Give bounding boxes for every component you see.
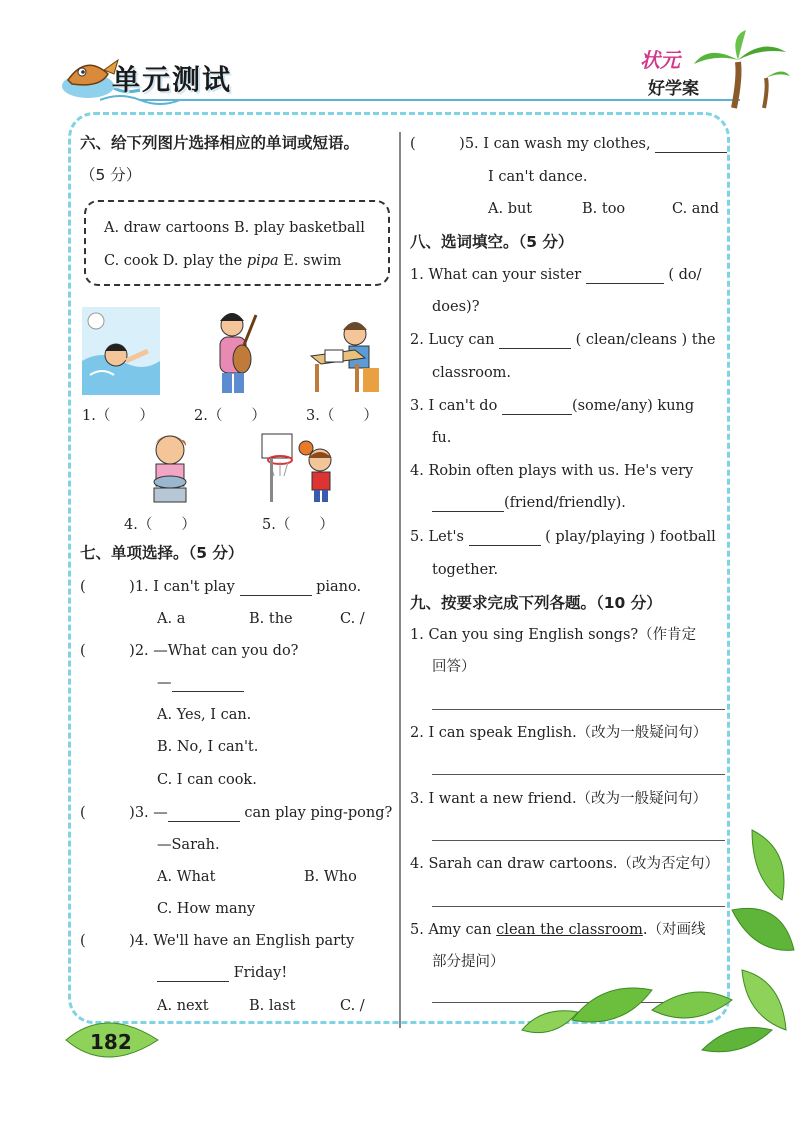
s9-item2: 2. I can speak English.（改为一般疑问句）	[410, 725, 708, 741]
s8-item3-line2: fu.	[432, 430, 452, 446]
q5-blank[interactable]	[655, 138, 727, 153]
s8-item2-line2: classroom.	[432, 365, 512, 381]
column-divider	[399, 132, 401, 1028]
picture-pipa	[208, 305, 264, 397]
options-row-1: A. draw cartoons B. play basketball	[104, 220, 365, 236]
s9-item2-answer-line[interactable]	[432, 774, 725, 775]
s8-item1-line2: does)?	[432, 299, 480, 315]
q3-option-b[interactable]: B. Who	[304, 869, 357, 885]
picture-label-5[interactable]: 5.（ ）	[262, 517, 334, 533]
s8-item4-blank[interactable]	[432, 497, 504, 512]
q4-option-b[interactable]: B. last	[249, 998, 296, 1014]
header-underline	[100, 92, 740, 106]
q2-reply: —	[157, 674, 244, 692]
q4-option-a[interactable]: A. next	[157, 998, 209, 1014]
q2-option-c[interactable]: C. I can cook.	[157, 772, 257, 788]
q4-option-c[interactable]: C. /	[340, 998, 365, 1014]
q3-blank[interactable]	[168, 807, 240, 822]
q2-blank[interactable]	[172, 677, 244, 692]
q3-reply: —Sarah.	[157, 837, 220, 853]
s9-item4: 4. Sarah can draw cartoons.（改为否定句）	[410, 856, 720, 872]
picture-cook	[140, 432, 200, 504]
s8-item4-line1: 4. Robin often plays with us. He's very	[410, 463, 694, 479]
q5-stem: ( )5. I can wash my clothes,	[410, 135, 727, 153]
s8-item5-blank[interactable]	[469, 531, 541, 546]
s8-item5-line1: 5. Let's ( play/playing ) football	[410, 529, 716, 545]
picture-basketball	[258, 432, 342, 504]
s9-item1-line2: 回答）	[432, 659, 476, 675]
q3-stem: ( )3. — can play ping-pong?	[80, 805, 393, 821]
options-box	[84, 200, 390, 286]
q1-stem: ( )1. I can't play piano.	[80, 579, 362, 595]
s8-item3-blank[interactable]	[502, 400, 572, 415]
header-title: 单元测试	[112, 63, 233, 96]
q4-blank[interactable]	[157, 967, 229, 982]
q5-option-a[interactable]: A. but	[488, 201, 533, 217]
leaves-decoration	[512, 820, 800, 1060]
q5-option-c[interactable]: C. and	[672, 201, 720, 217]
picture-swim	[80, 305, 162, 397]
underlined-phrase: clean the classroom	[496, 922, 643, 938]
s9-item5-line1: 5. Amy can clean the classroom.（对画线	[410, 922, 706, 938]
section7-title: 七、单项选择。（5 分）	[80, 544, 244, 562]
section9-title: 九、按要求完成下列各题。（10 分）	[410, 594, 662, 612]
brand-name-bottom: 好学案	[648, 79, 699, 99]
s9-item5-line2: 部分提问）	[432, 954, 505, 970]
s8-item1-line1: 1. What can your sister ( do/	[410, 267, 702, 283]
q3-option-c[interactable]: C. How many	[157, 901, 256, 917]
q1-option-a[interactable]: A. a	[157, 611, 186, 627]
s9-item3: 3. I want a new friend.（改为一般疑问句）	[410, 791, 708, 807]
q5-option-b[interactable]: B. too	[582, 201, 626, 217]
q4-stem: ( )4. We'll have an English party	[80, 933, 355, 949]
section6-title: 六、给下列图片选择相应的单词或短语。	[80, 134, 360, 152]
q2-option-b[interactable]: B. No, I can't.	[157, 739, 259, 755]
s8-item4-line2: (friend/friendly).	[432, 494, 626, 512]
s9-item1-line1: 1. Can you sing English songs?（作肯定	[410, 627, 697, 643]
q3-option-a[interactable]: A. What	[157, 869, 216, 885]
picture-label-2[interactable]: 2.（ ）	[194, 408, 266, 424]
s9-item1-answer-line[interactable]	[432, 709, 725, 710]
section8-title: 八、选词填空。（5 分）	[410, 233, 574, 251]
q1-option-b[interactable]: B. the	[249, 611, 293, 627]
q4-line2: Friday!	[157, 964, 287, 982]
s8-item2-line1: 2. Lucy can ( clean/cleans ) the	[410, 332, 716, 348]
picture-label-1[interactable]: 1.（ ）	[82, 408, 154, 424]
picture-draw-cartoons	[305, 312, 385, 396]
q5-line2: I can't dance.	[488, 169, 588, 185]
picture-label-4[interactable]: 4.（ ）	[124, 517, 196, 533]
q1-option-c[interactable]: C. /	[340, 611, 365, 627]
s8-item3-line1: 3. I can't do (some/any) kung	[410, 398, 695, 414]
s8-item1-blank[interactable]	[586, 269, 664, 284]
s8-item2-blank[interactable]	[499, 334, 571, 349]
s8-item5-line2: together.	[432, 562, 499, 578]
brand-name-top: 状元	[640, 48, 680, 72]
q1-blank[interactable]	[240, 581, 312, 596]
palm-tree-icon	[690, 30, 790, 110]
picture-label-3[interactable]: 3.（ ）	[306, 408, 378, 424]
q2-stem: ( )2. —What can you do?	[80, 643, 299, 659]
page-number: 182	[90, 1030, 132, 1054]
section6-score: （5 分）	[80, 166, 142, 184]
q2-option-a[interactable]: A. Yes, I can.	[157, 707, 252, 723]
options-row-2: C. cook D. play the pipa E. swim	[104, 253, 342, 269]
